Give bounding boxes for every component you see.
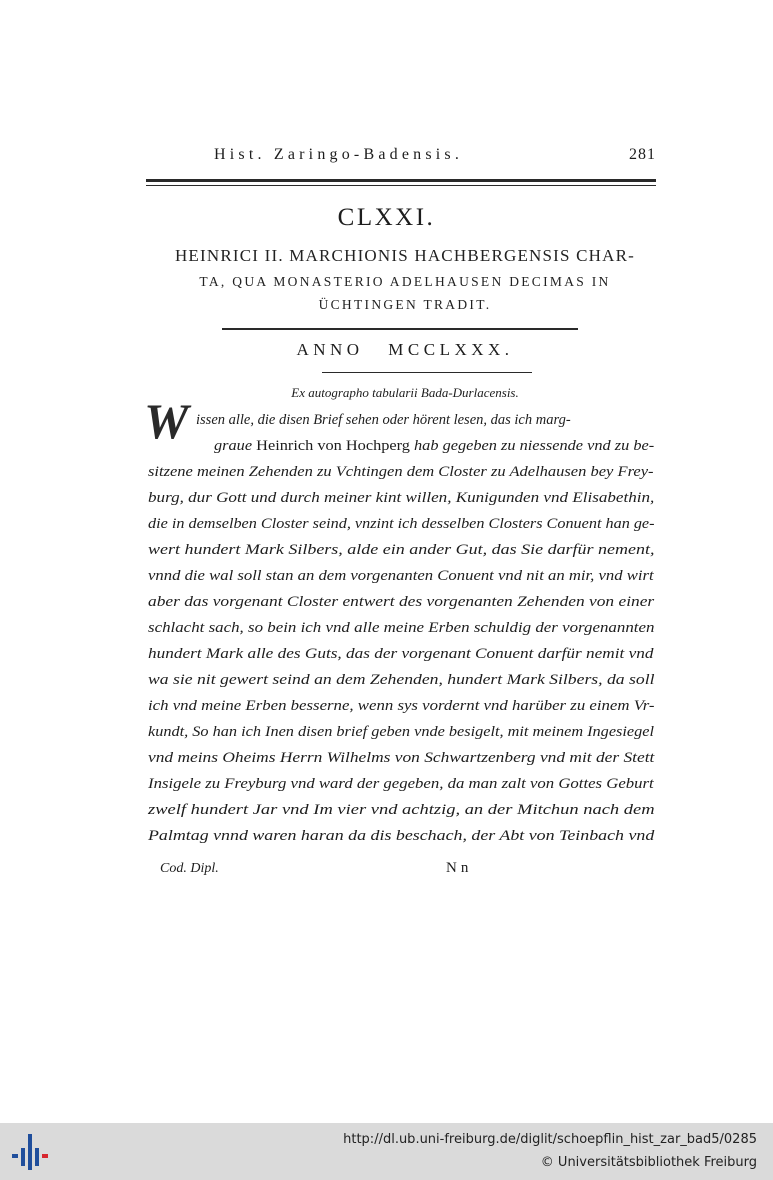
document-heading-line-1: HEINRICI II. MARCHIONIS HACHBERGENSIS CHAR- xyxy=(174,246,636,265)
text-fragment-roman: Heinrich von Hochperg xyxy=(256,438,410,454)
anno-rule xyxy=(322,372,532,373)
document-heading-line-2: TA, QUA MONASTERIO ADELHAUSEN DECIMAS IN xyxy=(199,274,611,289)
document-number: CLXXI. xyxy=(337,204,436,231)
text-line: Insigele zu Freyburg vnd ward der gegeben, da man zalt von Gottes Geburt xyxy=(148,776,654,792)
heading-rule xyxy=(222,328,578,330)
source-note: Ex autographo tabularii Bada-Durlacensis. xyxy=(291,385,519,400)
text-line: wert hundert Mark Silbers, alde ein ander Gut, das Sie darfür nement, xyxy=(148,542,655,558)
library-logo-icon[interactable] xyxy=(10,1132,50,1172)
running-head xyxy=(146,146,656,172)
text-line: vnd meins Oheims Herrn Wilhelms von Schwartzenberg vnd mit der Stett xyxy=(148,750,655,766)
text-line: schlacht sach, so bein ich vnd alle meine Erben schuldig der vorgenannten xyxy=(148,620,655,636)
text-fragment: graue xyxy=(214,438,253,454)
text-line xyxy=(214,438,654,455)
header-rule-thick xyxy=(146,179,656,182)
running-title: Hist. Zaringo-Badensis. xyxy=(214,146,464,163)
document-heading-line-3: ÜCHTINGEN TRADIT. xyxy=(318,297,492,312)
text-line: ich vnd meine Erben besserne, wenn sys vordernt vnd harüber zu einem Vr- xyxy=(148,698,655,714)
text-fragment: hab gegeben zu niessende vnd zu be- xyxy=(414,438,655,454)
text-line: aber das vorgenant Closter entwert des vorgenanten Zehenden von einer xyxy=(148,594,655,610)
document-url-link[interactable]: http://dl.ub.uni-freiburg.de/diglit/schoepflin_hist_zar_bad5/0285 xyxy=(343,1132,757,1147)
text-line: vnnd die wal soll stan an dem vorgenanten Conuent vnd nit an mir, vnd wirt xyxy=(148,568,654,584)
text-line: kundt, So han ich Inen disen brief geben vnde besigelt, mit meinem Ingesiegel xyxy=(148,724,654,740)
catchword-cod-dipl: Cod. Dipl. xyxy=(160,861,219,876)
text-line: sitzene meinen Zehenden zu Vchtingen dem Closter zu Adelhausen bey Frey- xyxy=(148,464,654,480)
text-line: hundert Mark alle des Guts, das der vorgenant Conuent darfür nemit vnd xyxy=(148,646,654,662)
text-line: zwelf hundert Jar vnd Im vier vnd achtzig, an der Mitchun nach dem xyxy=(148,802,655,818)
viewer-footer-bar xyxy=(0,1123,773,1180)
copyright-notice: © Universitätsbibliothek Freiburg xyxy=(540,1155,757,1170)
text-line: burg, dur Gott und durch meiner kint willen, Kunigunden vnd Elisabethin, xyxy=(148,490,655,506)
header-rule-thin xyxy=(146,185,656,186)
text-line: die in demselben Closter seind, vnzint ich desselben Closters Conuent han ge- xyxy=(148,516,655,532)
text-line: wa sie nit gewert seind an dem Zehenden, hundert Mark Silbers, da soll xyxy=(148,672,655,688)
page-number: 281 xyxy=(629,146,656,163)
signature-mark: Nn xyxy=(446,860,473,876)
decorated-initial: W xyxy=(144,393,189,449)
text-line: issen alle, die disen Brief sehen oder hörent lesen, das ich marg- xyxy=(196,412,571,428)
anno-line: ANNO MCCLXXX. xyxy=(296,340,514,359)
text-line: Palmtag vnnd waren haran da dis beschach, der Abt von Teinbach vnd xyxy=(148,828,655,844)
